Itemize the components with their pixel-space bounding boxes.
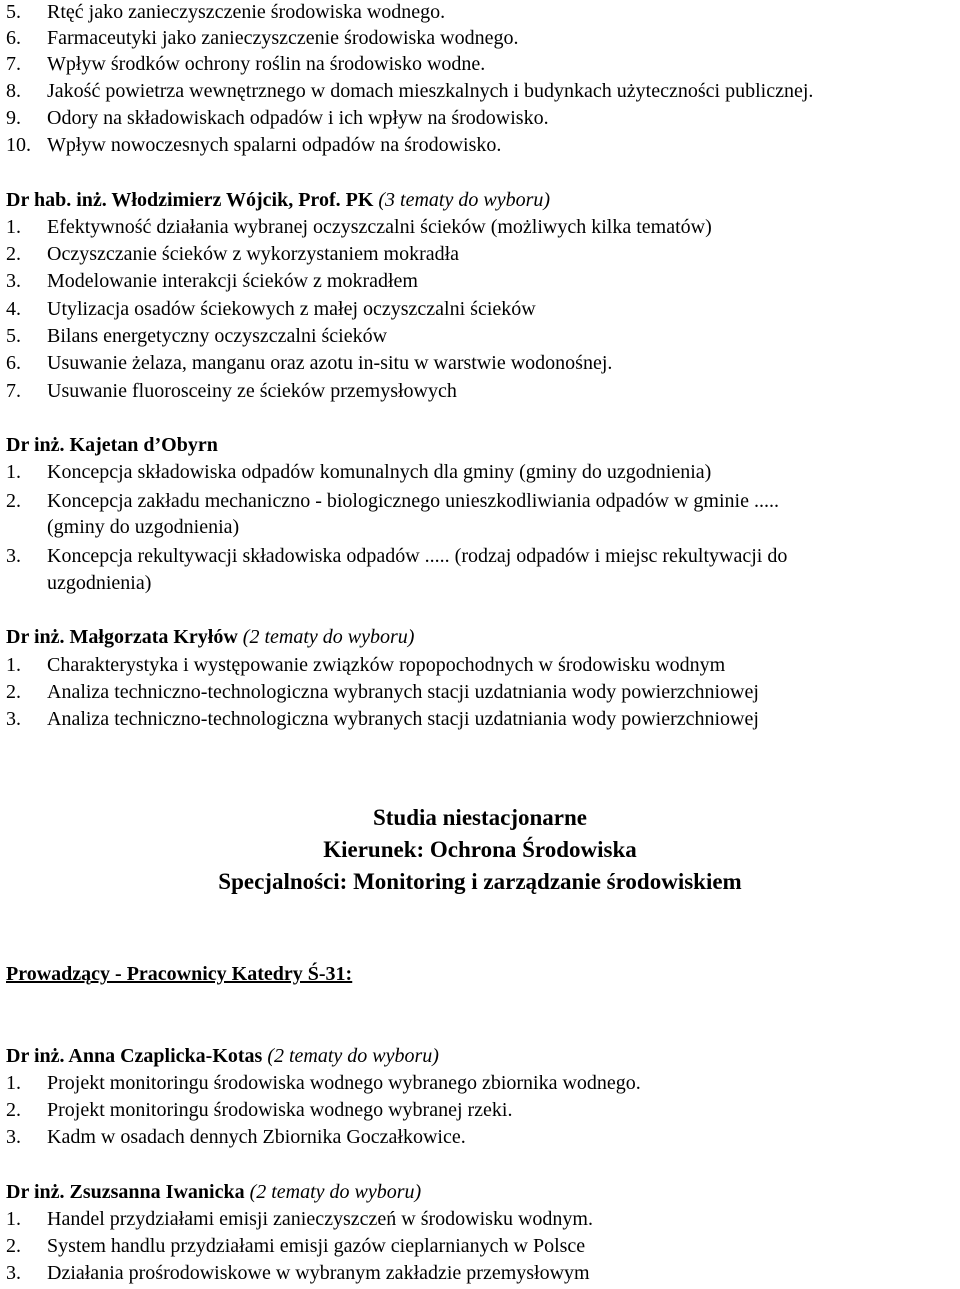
section-title: Studia niestacjonarne xyxy=(372,805,588,830)
staff-heading: Prowadzący - Pracownicy Katedry Ś-31: xyxy=(6,963,353,985)
supervisor-heading: Dr inż. Zsuzsanna Iwanicka (2 tematy do wyboru) xyxy=(6,1181,422,1203)
supervisor-heading: Dr inż. Małgorzata Kryłów (2 tematy do wyboru) xyxy=(6,626,415,648)
supervisor-heading: Dr hab. inż. Włodzimierz Wójcik, Prof. PK (3 tematy do wyboru) xyxy=(6,189,551,211)
section-field: Kierunek: Ochrona Środowiska xyxy=(323,837,637,862)
supervisor-heading: Dr inż. Kajetan d’Obyrn xyxy=(6,434,218,456)
supervisor-heading: Dr inż. Anna Czaplicka-Kotas (2 tematy do wyboru) xyxy=(6,1045,439,1067)
section-specialization: Specjalności: Monitoring i zarządzanie środowiskiem xyxy=(218,869,742,894)
